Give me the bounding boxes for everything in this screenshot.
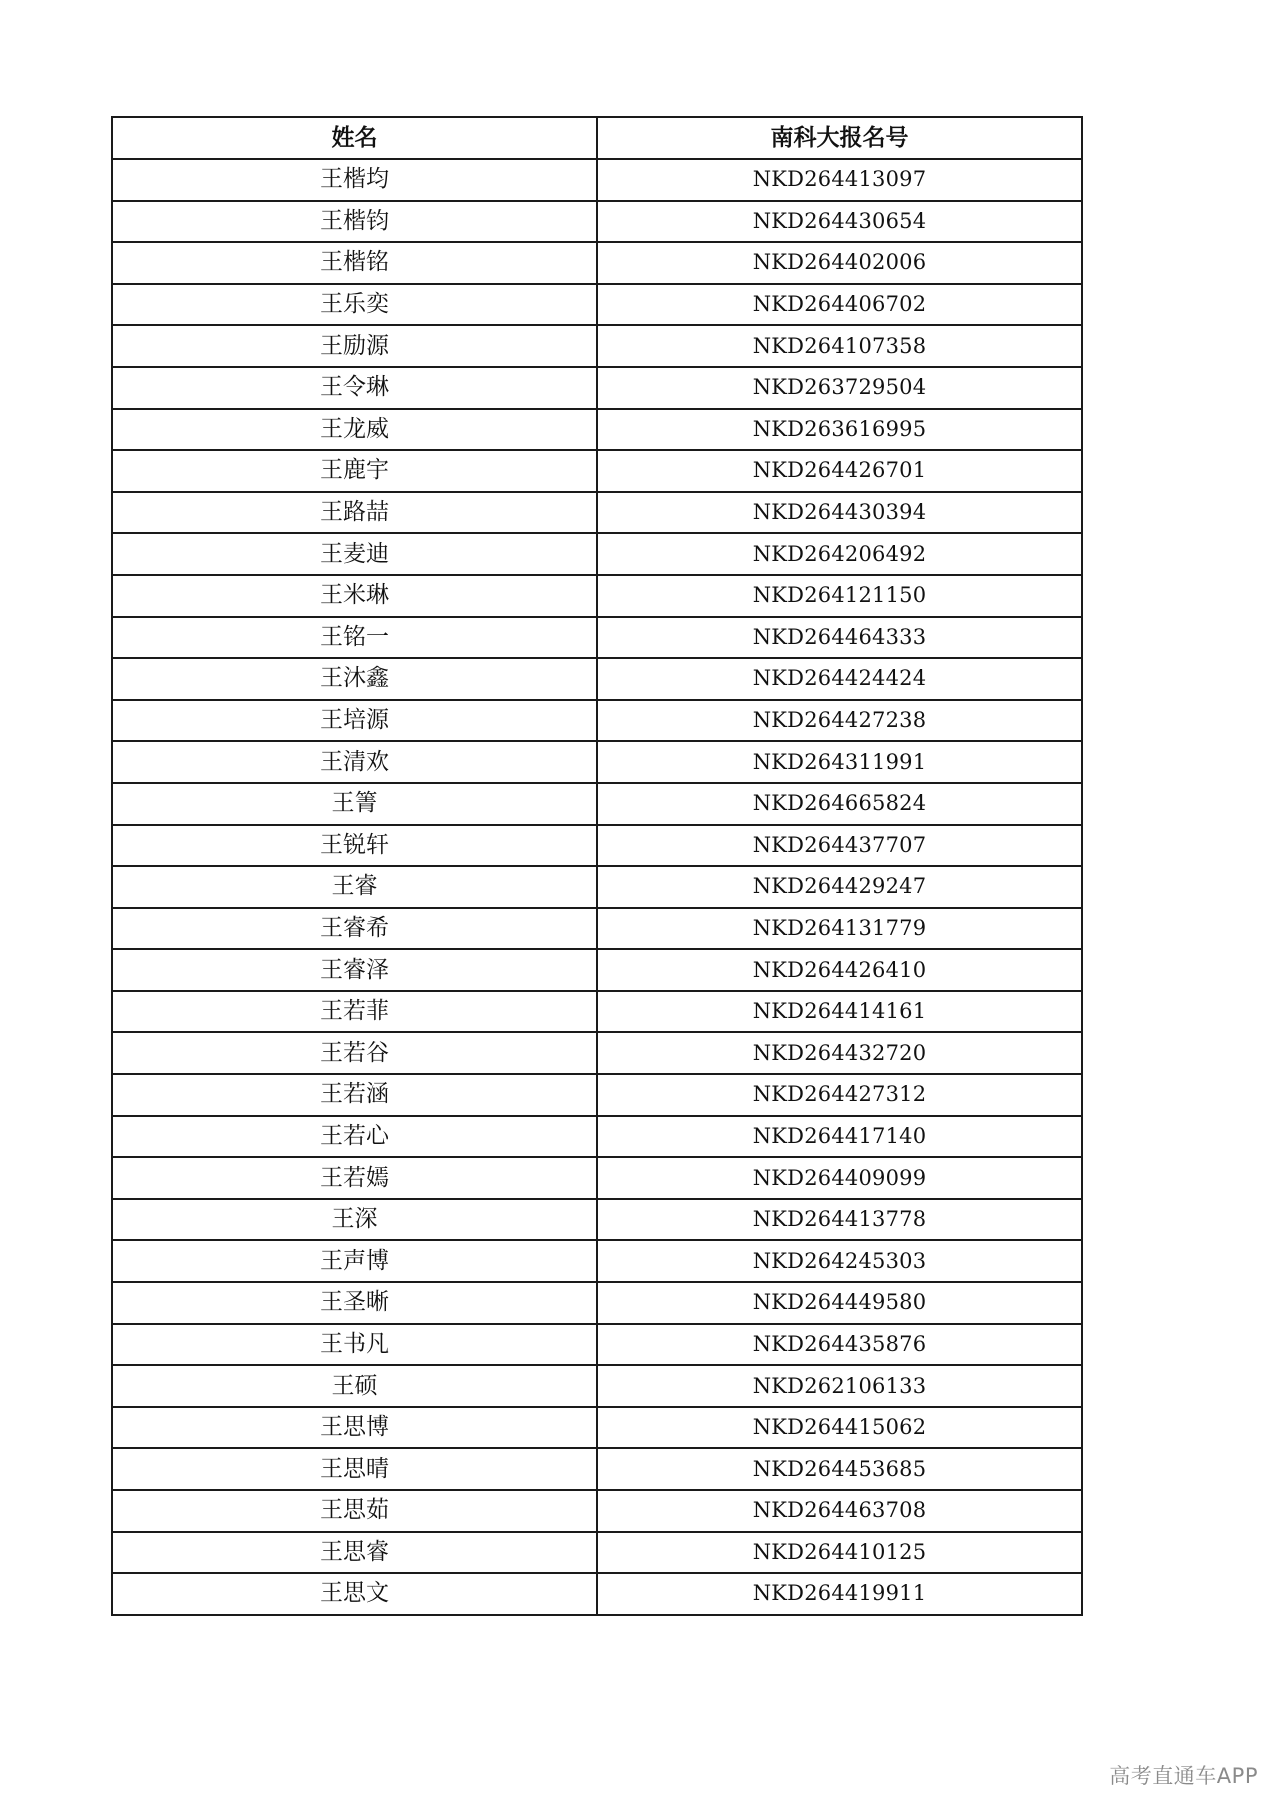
cell-registration-number: NKD264426701 xyxy=(597,450,1082,492)
table-row xyxy=(112,1199,1082,1241)
cell-name: 王楷均 xyxy=(112,159,597,201)
cell-registration-number: NKD264429247 xyxy=(597,866,1082,908)
cell-registration-number: NKD264245303 xyxy=(597,1240,1082,1282)
cell-name: 王励源 xyxy=(112,325,597,367)
cell-registration-number: NKD264415062 xyxy=(597,1407,1082,1449)
table-row xyxy=(112,1116,1082,1158)
cell-name: 王睿希 xyxy=(112,908,597,950)
cell-name: 王若涵 xyxy=(112,1074,597,1116)
cell-name: 王龙威 xyxy=(112,409,597,451)
table-row xyxy=(112,1074,1082,1116)
cell-registration-number: NKD264311991 xyxy=(597,741,1082,783)
table-row xyxy=(112,866,1082,908)
cell-registration-number: NKD264413778 xyxy=(597,1199,1082,1241)
cell-registration-number: NKD264430394 xyxy=(597,492,1082,534)
table-row xyxy=(112,1365,1082,1407)
table-row xyxy=(112,284,1082,326)
table-row xyxy=(112,409,1082,451)
cell-name: 王睿 xyxy=(112,866,597,908)
cell-name: 王铭一 xyxy=(112,617,597,659)
cell-registration-number: NKD264463708 xyxy=(597,1490,1082,1532)
table-row xyxy=(112,533,1082,575)
header-name: 姓名 xyxy=(112,117,597,159)
table-row xyxy=(112,159,1082,201)
cell-registration-number: NKD264410125 xyxy=(597,1532,1082,1574)
cell-registration-number: NKD264413097 xyxy=(597,159,1082,201)
cell-name: 王若菲 xyxy=(112,991,597,1033)
cell-name: 王锐轩 xyxy=(112,825,597,867)
cell-name: 王若谷 xyxy=(112,1032,597,1074)
table-row xyxy=(112,325,1082,367)
cell-name: 王鹿宇 xyxy=(112,450,597,492)
cell-name: 王麦迪 xyxy=(112,533,597,575)
cell-registration-number: NKD264419911 xyxy=(597,1573,1082,1615)
table-row xyxy=(112,1532,1082,1574)
cell-name: 王若嫣 xyxy=(112,1157,597,1199)
table-row xyxy=(112,1448,1082,1490)
table-row xyxy=(112,783,1082,825)
cell-name: 王米琳 xyxy=(112,575,597,617)
cell-name: 王沐鑫 xyxy=(112,658,597,700)
table-row xyxy=(112,1573,1082,1615)
watermark: 高考直通车APP xyxy=(1109,1764,1258,1788)
table-row xyxy=(112,1157,1082,1199)
table-row xyxy=(112,700,1082,742)
table-row xyxy=(112,1032,1082,1074)
cell-name: 王楷钧 xyxy=(112,201,597,243)
cell-name: 王楷铭 xyxy=(112,242,597,284)
cell-registration-number: NKD264409099 xyxy=(597,1157,1082,1199)
table-row xyxy=(112,741,1082,783)
table-row xyxy=(112,367,1082,409)
cell-registration-number: NKD264206492 xyxy=(597,533,1082,575)
cell-registration-number: NKD264427312 xyxy=(597,1074,1082,1116)
cell-registration-number: NKD263729504 xyxy=(597,367,1082,409)
cell-registration-number: NKD264427238 xyxy=(597,700,1082,742)
cell-name: 王清欢 xyxy=(112,741,597,783)
cell-registration-number: NKD264402006 xyxy=(597,242,1082,284)
cell-name: 王睿泽 xyxy=(112,949,597,991)
admission-list-table xyxy=(111,116,1083,1616)
cell-name: 王深 xyxy=(112,1199,597,1241)
cell-name: 王思茹 xyxy=(112,1490,597,1532)
cell-name: 王箐 xyxy=(112,783,597,825)
table-row xyxy=(112,492,1082,534)
cell-registration-number: NKD264453685 xyxy=(597,1448,1082,1490)
cell-name: 王路喆 xyxy=(112,492,597,534)
table-row xyxy=(112,908,1082,950)
cell-name: 王书凡 xyxy=(112,1324,597,1366)
cell-name: 王思晴 xyxy=(112,1448,597,1490)
cell-name: 王声博 xyxy=(112,1240,597,1282)
cell-registration-number: NKD264435876 xyxy=(597,1324,1082,1366)
table-row xyxy=(112,825,1082,867)
table-row xyxy=(112,1407,1082,1449)
cell-registration-number: NKD264107358 xyxy=(597,325,1082,367)
table-row xyxy=(112,617,1082,659)
table-row xyxy=(112,450,1082,492)
cell-name: 王若心 xyxy=(112,1116,597,1158)
table-row xyxy=(112,1240,1082,1282)
cell-registration-number: NKD264449580 xyxy=(597,1282,1082,1324)
header-registration-number: 南科大报名号 xyxy=(597,117,1082,159)
cell-name: 王圣晰 xyxy=(112,1282,597,1324)
table-row xyxy=(112,949,1082,991)
cell-name: 王培源 xyxy=(112,700,597,742)
table-row xyxy=(112,242,1082,284)
table-row xyxy=(112,1324,1082,1366)
table-row xyxy=(112,991,1082,1033)
table-row xyxy=(112,1490,1082,1532)
cell-registration-number: NKD262106133 xyxy=(597,1365,1082,1407)
cell-registration-number: NKD264432720 xyxy=(597,1032,1082,1074)
cell-registration-number: NKD264464333 xyxy=(597,617,1082,659)
cell-name: 王令琳 xyxy=(112,367,597,409)
cell-registration-number: NKD264437707 xyxy=(597,825,1082,867)
cell-registration-number: NKD264430654 xyxy=(597,201,1082,243)
cell-name: 王思睿 xyxy=(112,1532,597,1574)
cell-name: 王硕 xyxy=(112,1365,597,1407)
cell-registration-number: NKD264665824 xyxy=(597,783,1082,825)
cell-name: 王乐奕 xyxy=(112,284,597,326)
table-row xyxy=(112,201,1082,243)
table-row xyxy=(112,658,1082,700)
table-row xyxy=(112,575,1082,617)
cell-registration-number: NKD264131779 xyxy=(597,908,1082,950)
cell-registration-number: NKD264406702 xyxy=(597,284,1082,326)
cell-registration-number: NKD263616995 xyxy=(597,409,1082,451)
cell-name: 王思博 xyxy=(112,1407,597,1449)
cell-registration-number: NKD264426410 xyxy=(597,949,1082,991)
table-body xyxy=(112,159,1082,1615)
cell-registration-number: NKD264417140 xyxy=(597,1116,1082,1158)
cell-name: 王思文 xyxy=(112,1573,597,1615)
cell-registration-number: NKD264121150 xyxy=(597,575,1082,617)
cell-registration-number: NKD264414161 xyxy=(597,991,1082,1033)
cell-registration-number: NKD264424424 xyxy=(597,658,1082,700)
table-header-row xyxy=(112,117,1082,159)
table-row xyxy=(112,1282,1082,1324)
